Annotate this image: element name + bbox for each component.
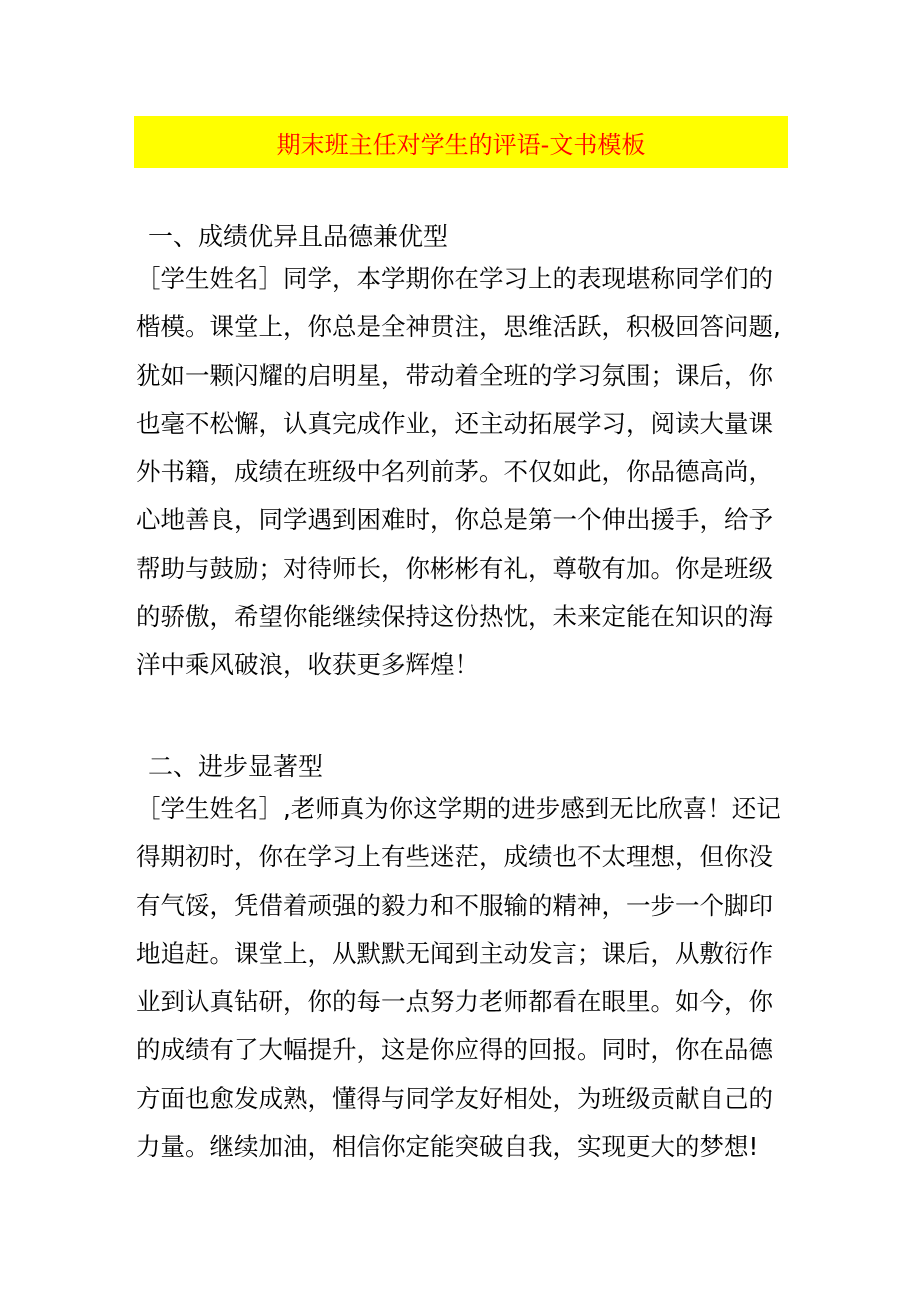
body-line: 方面也愈发成熟，懂得与同学友好相处，为班级贡献自己的	[136, 1083, 773, 1113]
section-excellent	[136, 219, 792, 690]
body-line: ［学生姓名］同学，本学期你在学习上的表现堪称同学们的	[136, 264, 773, 293]
section-heading: 二、进步显著型	[148, 752, 324, 781]
section-heading: 一、成绩优异且品德兼优型	[148, 222, 449, 251]
body-line: 业到认真钻研，你的每一点努力老师都看在眼里。如今，你	[136, 987, 773, 1017]
body-line: 帮助与鼓励；对待师长，你彬彬有礼，尊敬有加。你是班级	[136, 553, 773, 583]
body-line: 洋中乘风破浪，收获更多辉煌！	[136, 650, 479, 680]
body-line: 力量。继续加油，相信你定能突破自我，实现更大的梦想!	[136, 1132, 759, 1162]
section-body	[136, 255, 792, 690]
document-title: 期末班主任对学生的评语-文书模板	[276, 130, 646, 159]
body-line: 也毫不松懈，认真完成作业，还主动拓展学习，阅读大量课	[136, 408, 773, 438]
body-line: 犹如一颗闪耀的启明星，带动着全班的学习氛围；课后，你	[136, 360, 773, 390]
body-line: 的成绩有了大幅提升，这是你应得的回报。同时，你在品德	[136, 1035, 773, 1065]
body-line: 有气馁，凭借着顽强的毅力和不服输的精神，一步一个脚印	[136, 890, 773, 920]
body-line: ［学生姓名］,老师真为你这学期的进步感到无比欣喜！还记	[136, 794, 781, 823]
body-line: 地追赶。课堂上，从默默无闻到主动发言；课后，从敷衍作	[136, 938, 773, 968]
body-line: 外书籍，成绩在班级中名列前茅。不仅如此，你品德高尚，	[136, 457, 773, 487]
body-line: 心地善良，同学遇到困难时，你总是第一个伸出援手，给予	[136, 505, 773, 535]
body-line: 楷模。课堂上，你总是全神贯注，思维活跃，积极回答问题,	[136, 312, 781, 342]
body-line: 得期初时，你在学习上有些迷茫，成绩也不太理想，但你没	[136, 842, 773, 872]
section-body	[136, 785, 792, 1171]
section-progress	[136, 749, 792, 1171]
body-line: 的骄傲，希望你能继续保持这份热忱，未来定能在知识的海	[136, 602, 773, 632]
document-title-banner	[134, 116, 788, 168]
